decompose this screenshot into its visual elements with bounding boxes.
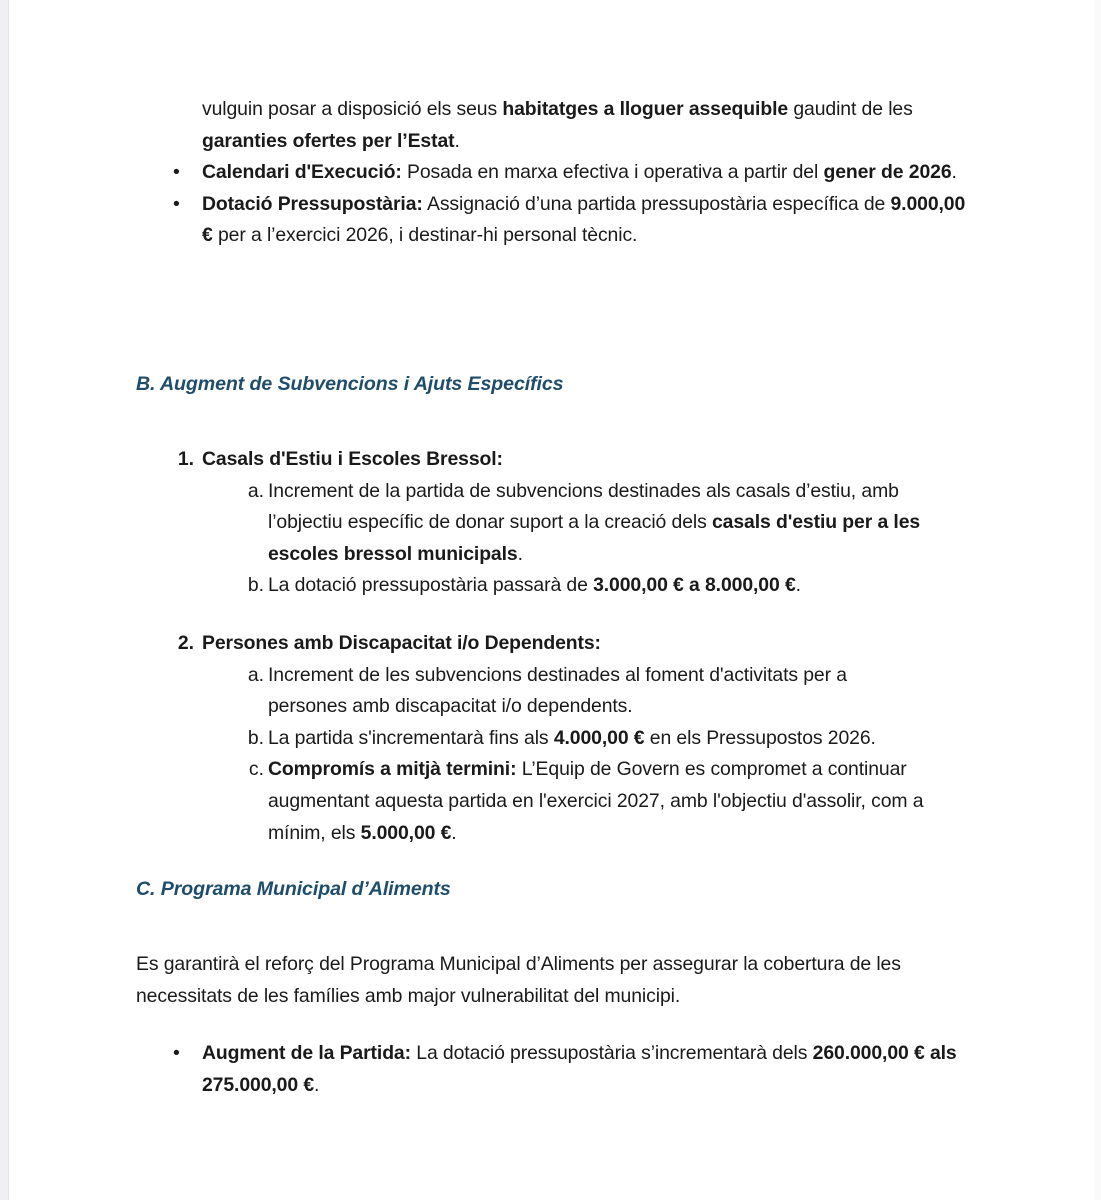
list-item-text-end: . [314,1073,320,1096]
bullet-icon: • [173,161,180,184]
list-item-bold-tail: 260.000,00 € als 275.000,00 € [202,1042,957,1096]
list-marker: 1. [177,447,194,470]
list-item [136,1038,966,1101]
list-item-bold-lead: Calendari d'Execució: [202,161,402,184]
numbered-list-item [136,444,966,602]
lettered-item-bold1: 3.000,00 € a 8.000,00 € [593,574,796,597]
list-item-text [202,193,965,247]
lettered-item-text [268,660,928,723]
lettered-item-bold1: 4.000,00 € [553,726,645,749]
list-item-text-after: Assignació d’una partida pressupostària específica de [422,192,891,215]
spacer [136,1012,966,1038]
lettered-list-item [202,660,966,723]
continued-paragraph [202,94,966,157]
section-c-heading: C. Programa Municipal d’Aliments [136,878,451,901]
continued-paragraph-bold2: garanties ofertes per l’Estat [202,129,455,152]
lettered-item-text [268,570,966,602]
spacer [136,398,966,444]
lettered-item-text [268,754,978,849]
lettered-item-part1: Increment de la partida de subvencions destinades als casals d’estiu, amb l’objectiu específic de donar suport a la creació dels [268,479,899,534]
list-marker: b. [247,574,264,597]
continued-paragraph-part2: gaudint de les [788,98,913,120]
lettered-list-item [202,570,966,602]
lettered-item-bold-lead: Compromís a mitjà termini: [268,758,517,781]
list-item-text [202,1042,957,1096]
lettered-item-part2: . [795,574,801,597]
list-item-bold-tail: gener de 2026 [823,161,952,184]
spacer [136,849,966,875]
list-marker: a. [247,479,264,502]
lettered-item-part1: L’Equip de Govern es compromet a continuar augmentant aquesta partida en l'exercici 2027, amb l'objectiu d'assolir, com a mínim, els [268,758,924,844]
lettered-item-part2: en els Pressupostos 2026. [644,726,876,749]
continued-paragraph-part3: . [454,129,460,152]
spacer [136,252,966,370]
list-item [136,157,966,189]
section-b-numbered-list [136,444,966,849]
lettered-item-bold1: casals d'estiu per a les escoles bressol municipals [268,511,921,565]
list-item-text-end: per a l’exercici 2026, i destinar-hi personal tècnic. [212,224,638,247]
list-marker: a. [247,663,264,686]
list-marker: b. [247,726,264,749]
list-marker: c. [248,758,264,781]
list-marker: 2. [177,631,194,654]
lettered-list-item [202,476,966,571]
numbered-item-title: Persones amb Discapacitat i/o Dependents: [202,631,601,654]
lettered-item-text [268,723,966,755]
list-item-bold-lead: Dotació Pressupostària: [202,192,423,215]
continued-paragraph-bold1: habitatges a lloguer assequible [502,98,789,120]
list-item-bold-lead: Augment de la Partida: [202,1042,411,1065]
lettered-item-part2: . [517,542,523,565]
lettered-sublist [202,660,966,850]
numbered-list-item [136,628,966,849]
list-item-text-end: . [951,161,957,184]
top-bullet-list [136,157,966,252]
lettered-item-part1: La dotació pressupostària passarà de [268,574,594,597]
lettered-item-bold1: 5.000,00 € [360,821,452,844]
lettered-item-part1: La partida s'incrementarà fins als [268,726,554,749]
continued-paragraph-part1: vulguin posar a disposició els seus [202,98,503,120]
numbered-item-title: Casals d'Estiu i Escoles Bressol: [202,447,503,470]
list-item-text-after: Posada en marxa efectiva i operativa a partir del [401,161,824,184]
document-body [136,94,966,1101]
lettered-list-item [202,754,966,849]
section-c-paragraph: Es garantirà el reforç del Programa Municipal d’Aliments per assegurar la cobertura de les necessitats de les famílies amb major vulnerabilitat del municipi. [136,953,901,1007]
section-c-bullet-list [136,1038,966,1101]
list-item [136,189,966,252]
lettered-item-part1: Increment de les subvencions destinades al foment d'activitats per a persones amb discapacitat i/o dependents. [268,663,847,718]
bullet-icon: • [173,192,180,215]
lettered-list-item [202,723,966,755]
lettered-item-part2: . [451,821,457,844]
list-item-text-after: La dotació pressupostària s’incrementarà dels [410,1042,813,1065]
section-b-heading: B. Augment de Subvencions i Ajuts Específics [136,372,564,395]
lettered-item-text [268,476,966,571]
list-item-bold-tail: 9.000,00 € [202,192,966,247]
spacer [136,903,966,949]
list-item-text [202,161,957,183]
bullet-icon: • [173,1042,180,1065]
lettered-sublist [202,476,966,602]
